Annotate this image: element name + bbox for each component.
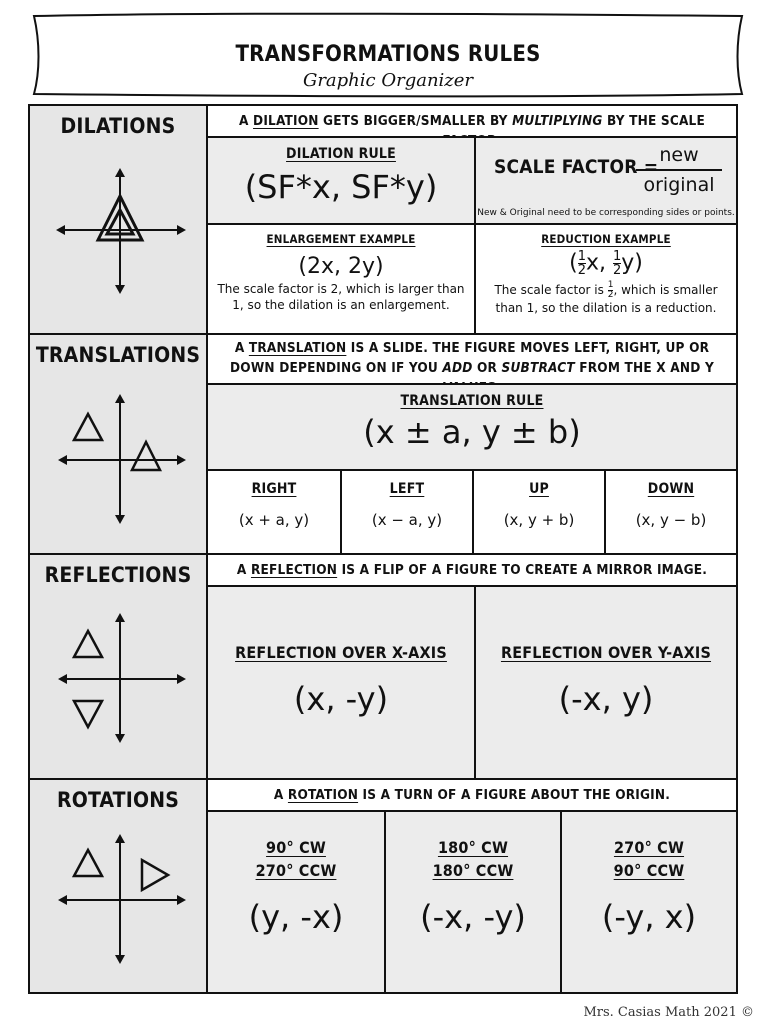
reflections-label: REFLECTIONS: [44, 563, 192, 587]
scale-factor-cell: [474, 136, 736, 223]
rotation-term: ROTATION: [287, 787, 359, 803]
direction-rule: (x, y − b): [635, 511, 707, 529]
reflection-x-heading: REFLECTION OVER X-AXIS: [235, 643, 447, 662]
reduction-note: [484, 281, 728, 316]
rotation-180cw-cell: [384, 810, 560, 992]
title-banner: [30, 12, 746, 98]
rotation-line2: 90° CCW: [613, 861, 685, 880]
dilation-rule-cell: [208, 136, 474, 223]
enlargement-heading: ENLARGEMENT EXAMPLE: [266, 232, 416, 246]
translation-triangles-icon: [50, 390, 190, 530]
reflections-description: [208, 555, 736, 585]
direction-rule: (x + a, y): [238, 511, 310, 529]
reflections-content: [208, 555, 736, 778]
desc-text: OR: [472, 360, 502, 376]
rule-y: y): [621, 250, 643, 276]
frac-den: 2: [613, 263, 622, 278]
rotations-label-cell: [30, 780, 208, 992]
rotation-line2: 180° CCW: [432, 861, 514, 880]
direction-rule: (x, y + b): [503, 511, 575, 529]
note-text: , which is smaller than 1, so the dilation is a reduction.: [495, 283, 718, 315]
direction-rule: (x − a, y): [371, 511, 443, 529]
frac-num: 1: [607, 280, 614, 290]
desc-text: FROM THE X AND Y: [579, 360, 714, 376]
rotation-line2: 270° CCW: [255, 861, 337, 880]
rotations-label: ROTATIONS: [56, 788, 180, 812]
desc-text: A: [273, 787, 288, 803]
translations-description: [208, 335, 736, 383]
direction-up-cell: [472, 469, 604, 553]
dilation-triangles-icon: [50, 166, 190, 306]
desc-text: A: [236, 562, 251, 578]
direction-right-cell: [208, 469, 340, 553]
desc-text: A: [239, 113, 254, 129]
translations-content: [208, 335, 736, 553]
direction-label: UP: [529, 481, 549, 497]
frac-den: 2: [607, 290, 614, 300]
dilations-description: [208, 106, 736, 136]
reflection-triangles-icon: [50, 613, 190, 753]
translation-term: TRANSLATION: [248, 340, 347, 356]
scale-note: New & Original need to be corresponding sides or points.: [477, 208, 735, 218]
dilations-label-cell: [30, 106, 208, 333]
dilation-rule-heading: DILATION RULE: [286, 146, 396, 162]
reflection-x-rule: (x, -y): [293, 680, 389, 718]
organizer-grid: [28, 104, 738, 994]
desc-text: A: [234, 340, 249, 356]
reflection-y-axis-cell: [474, 585, 736, 778]
direction-label: LEFT: [389, 481, 425, 497]
half-fraction: [578, 250, 586, 277]
frac-num: 1: [577, 249, 586, 264]
rotation-triangles-icon: [50, 834, 190, 974]
desc-text: IS A FLIP OF A FIGURE TO CREATE A MIRROR IMAGE.: [337, 562, 708, 578]
rotation-90cw-cell: [208, 810, 384, 992]
enlargement-note: The scale factor is 2, which is larger than 1, so the dilation is an enlargement.: [217, 282, 465, 312]
translations-label-cell: [30, 335, 208, 553]
reflection-term: REFLECTION: [250, 562, 338, 578]
direction-label: DOWN: [647, 481, 695, 497]
rotation-line1: 90° CW: [266, 838, 326, 857]
desc-text: BY THE SCALE: [606, 113, 705, 129]
reduction-heading: REDUCTION EXAMPLE: [541, 232, 671, 246]
scale-numerator: new: [636, 144, 722, 171]
enlargement-rule: (2x, 2y): [298, 254, 384, 279]
dilation-term: DILATION: [253, 113, 319, 129]
direction-label: RIGHT: [251, 481, 297, 497]
scale-factor-label: SCALE FACTOR =: [494, 156, 659, 178]
footer-credit: Mrs. Casias Math 2021 ©: [583, 1005, 754, 1020]
enlargement-cell: [208, 223, 474, 333]
page-title: TRANSFORMATIONS RULES: [235, 42, 541, 67]
direction-down-cell: [604, 469, 736, 553]
multiplying-term: MULTIPLYING: [512, 113, 603, 129]
translation-rule-cell: [208, 383, 736, 469]
reflections-label-cell: [30, 555, 208, 778]
translations-section: [30, 335, 736, 555]
page-subtitle: Graphic Organizer: [302, 70, 474, 91]
rotation-rule: (y, -x): [248, 898, 344, 936]
rotation-270cw-cell: [560, 810, 736, 992]
rotations-section: [30, 780, 736, 992]
desc-text: IS A SLIDE. THE FIGURE MOVES LEFT, RIGHT, UP OR DOWN DEPENDING ON IF YOU: [230, 340, 710, 376]
reflection-y-heading: REFLECTION OVER Y-AXIS: [500, 643, 712, 662]
rotations-description: [208, 780, 736, 810]
frac-den: 2: [577, 263, 586, 278]
reduction-rule: [476, 250, 736, 277]
frac-num: 1: [613, 249, 622, 264]
rotation-rule: (-x, -y): [420, 898, 526, 936]
rotation-line1: 180° CW: [437, 838, 509, 857]
dilation-rule: (SF*x, SF*y): [244, 168, 438, 206]
reflection-y-rule: (-x, y): [558, 680, 654, 718]
rotations-content: [208, 780, 736, 992]
desc-text: GETS BIGGER/SMALLER BY: [318, 113, 513, 129]
dilations-content: [208, 106, 736, 333]
reflection-x-axis-cell: [208, 585, 474, 778]
desc-text: IS A TURN OF A FIGURE ABOUT THE ORIGIN.: [358, 787, 671, 803]
note-text: The scale factor is: [494, 283, 608, 297]
paren: (: [569, 250, 578, 276]
reflections-section: [30, 555, 736, 780]
translation-rule-heading: TRANSLATION RULE: [400, 393, 544, 409]
dilations-label: DILATIONS: [60, 114, 176, 138]
translation-rule: (x ± a, y ± b): [363, 413, 581, 451]
scale-denominator: original: [643, 174, 715, 196]
translations-label: TRANSLATIONS: [35, 343, 201, 367]
subtract-term: SUBTRACT: [501, 360, 575, 376]
reduction-cell: [474, 223, 736, 333]
rotation-line1: 270° CW: [613, 838, 685, 857]
rule-x: x,: [585, 250, 613, 276]
direction-left-cell: [340, 469, 472, 553]
add-term: ADD: [442, 360, 473, 376]
rotation-rule: (-y, x): [601, 898, 697, 936]
dilations-section: [30, 106, 736, 335]
